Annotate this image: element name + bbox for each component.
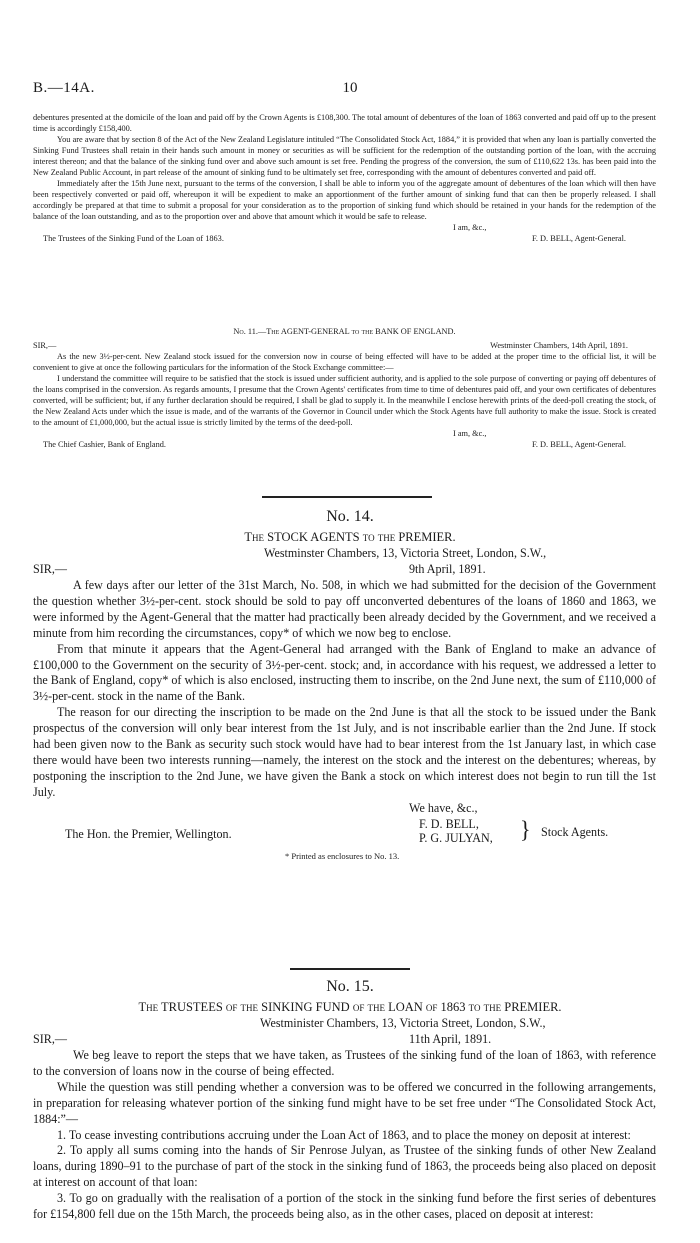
paragraph: The reason for our directing the inscription to be made on the 2nd June is that all the stock to be issued under the Bank prospectus of the conversion will only bear interest from the 1st July, and is not inscribable earlier than the 2nd June. If stock had been given now to the Bank as security such stock would have had to bear interest from the 1st January last, in which case there would have been two interests running—namely, the interest on the stock and the interest on the debentures; whereas, by postponing the inscription to the 2nd June, we have given the Bank a stock on which interest does not begin to run till the 1st July.	[33, 705, 656, 799]
letter-no-15	[33, 1016, 656, 1223]
paragraph: We beg leave to report the steps that we have taken, as Trustees of the sinking fund of the loan of 1863, with reference to the conversion of loans now in the course of being effected.	[33, 1048, 656, 1078]
letter-number: No. 14.	[326, 508, 374, 525]
paragraph: debentures presented at the domicile of the loan and paid off by the Crown Agents is £108,300. The total amount of debentures of the loan of 1863 converted and paid off up to the present time is accordingly £158,400.	[33, 113, 656, 133]
paragraph: From that minute it appears that the Agent-General had arranged with the Bank of England to make an advance of £100,000 to the Government on the security of 3½-per-cent. stock; and, in accordance with his request, we addressed a letter to the Bank of England, copy* of which is also enclosed, instructing them to inscribe, on the 2nd June next, the sum of £110,000 of 3½-per-cent. stock in the name of the Bank.	[33, 641, 656, 704]
signature: F. D. BELL, Agent-General.	[531, 440, 626, 449]
closing: We have, &c.,	[409, 800, 478, 815]
letter-continuation	[33, 112, 656, 244]
salutation: SIR,—	[33, 562, 67, 576]
closing: I am, &c.,	[453, 223, 487, 232]
paragraph: I understand the committee will require to be satisfied that the stock is issued under sufficient authority, and is applied to the sole purpose of converting or paying off debentures of the loans comprised in the conversion. As regards amounts, I presume that the Crown Agents' certificates from time to time of debentures paid off, and your own certificates of debentures converted, will be sufficient; but, if any further declaration should be required, I shall be glad to supply it. In the meanwhile I enclose herewith prints of the deed-poll creating the stock, of the New Zealand Acts under which the issue is made, and of the warrants of the Governor in Council under which the Stock Agents have full authority to make the issue. Stock is created to the amount of £1,000,000, but the actual issue is strictly limited by the terms of the deed-poll.	[33, 374, 656, 427]
letter-heading: The STOCK AGENTS to the PREMIER.	[244, 530, 456, 544]
salutation: SIR,—	[33, 1032, 67, 1046]
paragraph: While the question was still pending whether a conversion was to be offered we concurred in the following arrangements, in preparation for releasing whatever portion of the sinking fund might have to be set free under “The Consolidated Stock Act, 1884:”—	[33, 1079, 656, 1126]
footnote: * Printed as enclosures to No. 13.	[285, 850, 400, 861]
letter-no-11	[33, 326, 656, 450]
letter-number: No. 15.	[326, 978, 374, 995]
addressee: The Trustees of the Sinking Fund of the Loan of 1863.	[43, 234, 224, 243]
paragraph: You are aware that by section 8 of the Act of the New Zealand Legislature intituled “The Consolidated Stock Act, 1884,” it is provided that when any loan is partially converted the Sinking Fund Trustees shall retain in their hands such amount in money or securities as will be sufficient for the redemption of the outstanding portion of the loan, with the accruing interest thereon; and that the balance of the sinking fund over and above such amount is set free. Pending the progress of the conversion, the sum of £110,622 13s. has been paid into the New Zealand Public Account, in part release of the amount of sinking fund to be ultimately set free, corresponding with the amount of debentures converted and paid off.	[33, 135, 656, 177]
address: Westminister Chambers, 13, Victoria Street, London, S.W.,	[260, 1016, 546, 1030]
letter-heading: The TRUSTEES of the SINKING FUND of the LOAN of 1863 to the PREMIER.	[138, 1000, 562, 1014]
addressee: The Hon. the Premier, Wellington.	[65, 826, 232, 841]
date: 11th April, 1891.	[409, 1032, 492, 1046]
signature: F. D. BELL, Agent-General.	[531, 234, 626, 243]
salutation: SIR,—	[33, 341, 57, 350]
page-number: 10	[342, 80, 358, 96]
paragraph: A few days after our letter of the 31st March, No. 508, in which we had submitted for the decision of the Government the question whether 3½-per-cent. stock should be sold to pay off unconverted debentures of the loans of 1860 and 1863, we were informed by the Agent-General that the matter had practically been already decided by the Government, and we received a minute from him recording the circumstances, copy* of which we now beg to enclose.	[33, 578, 656, 640]
brace-icon: }	[520, 815, 531, 843]
letter-heading: No. 11.—The AGENT-GENERAL to the BANK OF ENGLAND.	[233, 327, 456, 336]
signatory: P. G. JULYAN,	[419, 830, 493, 845]
date: 9th April, 1891.	[409, 562, 486, 576]
dateline: Westminster Chambers, 14th April, 1891.	[490, 341, 628, 350]
address: Westminster Chambers, 13, Victoria Street, London, S.W.,	[264, 546, 547, 560]
divider	[262, 496, 432, 498]
closing: I am, &c.,	[453, 429, 487, 438]
list-item: 2. To apply all sums coming into the hands of Sir Penrose Julyan, as Trustee of the sinking funds of other New Zealand loans, during 1890–91 to the purchase of part of the stock in the sinking fund of 1863, the proceeds being also placed on deposit at interest on account of that loan:	[33, 1143, 656, 1190]
letter-no-14	[33, 546, 656, 861]
divider	[290, 968, 410, 970]
paragraph: As the new 3½-per-cent. New Zealand stock issued for the conversion now in course of being effected will have to be added at the proper time to the official list, it will be convenient to give at once the following particulars for the information of the Stock Exchange committee:—	[33, 352, 656, 372]
addressee: The Chief Cashier, Bank of England.	[43, 440, 166, 449]
document-code: B.—14A.	[33, 80, 95, 96]
list-item: 3. To go on gradually with the realisation of a portion of the stock in the sinking fund before the first series of debentures for £154,800 fell due on the 15th March, the proceeds being also, as in the other cases, placed on deposit at interest:	[33, 1191, 656, 1222]
signatory: F. D. BELL,	[419, 816, 479, 831]
list-item: 1. To cease investing contributions accruing under the Loan Act of 1863, and to place the money on deposit at interest:	[57, 1127, 631, 1142]
paragraph: Immediately after the 15th June next, pursuant to the terms of the conversion, I shall be able to inform you of the aggregate amount of debentures of the loan which will then have been respectively converted or paid off, whereupon it will be expedient to make an apportionment of the further amount of sinking fund that can then be properly released. I shall accordingly be prepared at that time to submit a proposal for your consideration as to the proportion of sinking fund which should be retained in your hands for the redemption of the balance of the loan outstanding, and as to the proportion over and above that amount which it would be safe to release.	[33, 179, 656, 221]
signature-role: Stock Agents.	[541, 824, 609, 839]
